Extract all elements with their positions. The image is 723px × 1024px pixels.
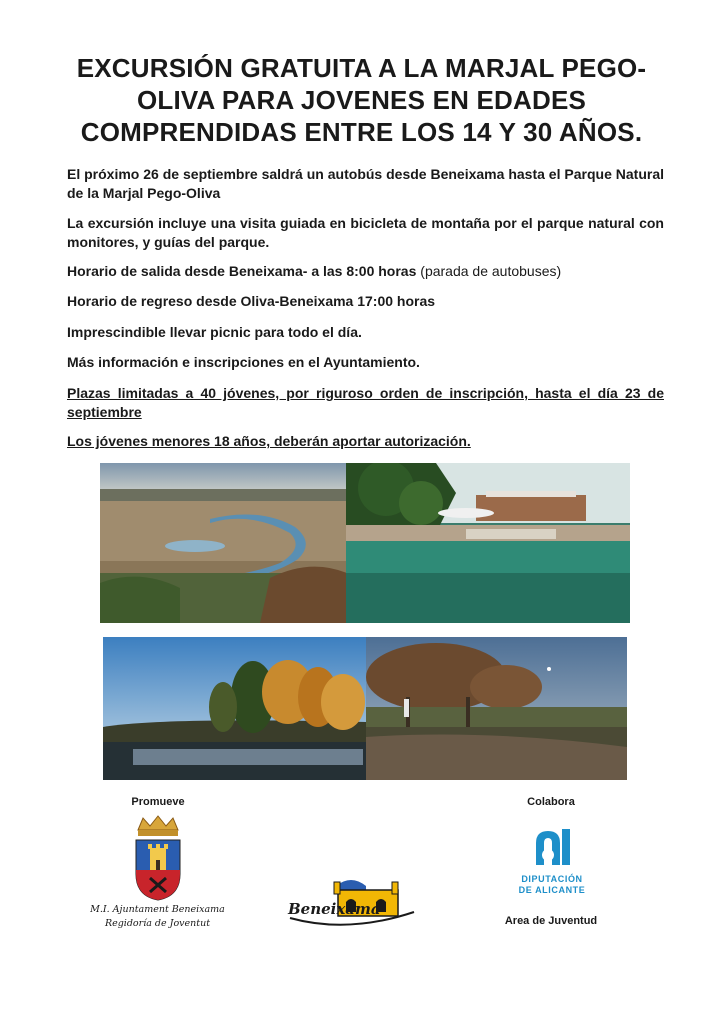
paragraph-picnic: Imprescindible llevar picnic para todo el día. [67, 324, 362, 340]
ayuntamiento-department: Regidoría de Joventut [104, 918, 211, 929]
diputacion-line2: DE ALICANTE [518, 885, 586, 895]
ayuntamiento-name: M.I. Ajuntament Beneixama [90, 904, 225, 915]
paragraph-return-time: Horario de regreso desde Oliva-Beneixama 17:00 horas [67, 293, 436, 309]
paragraph-limited-places: Plazas limitadas a 40 jóvenes, por riguroso orden de inscripción, hasta el día 23 de septiembre [67, 385, 664, 420]
paragraph-more-info: Más información e inscripciones en el Ayuntamiento. [67, 354, 420, 370]
page-title: EXCURSIÓN GRATUITA A LA MARJAL PEGO-OLIVA PARA JOVENES EN EDADES COMPRENDIDAS ENTRE LOS 14 Y 30 AÑOS. [76, 53, 647, 147]
photo-trees-sunset [103, 637, 366, 780]
beneixama-logo [288, 872, 418, 932]
area-juventud-label: Area de Juventud [504, 915, 598, 927]
paragraph-authorization: Los jóvenes menores 18 años, deberán aportar autorización. [67, 433, 471, 449]
departure-stop-text: (parada de autobuses) [420, 263, 562, 279]
beneixama-logo-text: Beneixama [288, 900, 381, 918]
paragraph-departure-time [67, 262, 664, 281]
photo-field-trees [366, 637, 627, 780]
departure-time-text: Horario de salida desde Beneixama- a las 8:00 horas [67, 263, 421, 279]
promueve-label: Promueve [131, 796, 185, 808]
diputacion-name [510, 874, 594, 896]
paragraph-departure-date: El próximo 26 de septiembre saldrá un autobús desde Beneixama hasta el Parque Natural de la Marjal Pego-Oliva [67, 166, 664, 201]
coat-of-arms-logo [128, 812, 188, 902]
diputacion-line1: DIPUTACIÓN [521, 874, 583, 884]
photo-lagoon-building [346, 463, 630, 623]
colabora-label: Colabora [527, 796, 575, 808]
diputacion-logo-icon [530, 825, 574, 869]
photo-marsh-river [100, 463, 347, 623]
ayuntamiento-caption [80, 903, 235, 931]
paragraph-excursion-details: La excursión incluye una visita guiada en bicicleta de montaña por el parque natural con monitores, y guías del parque. [67, 215, 664, 250]
